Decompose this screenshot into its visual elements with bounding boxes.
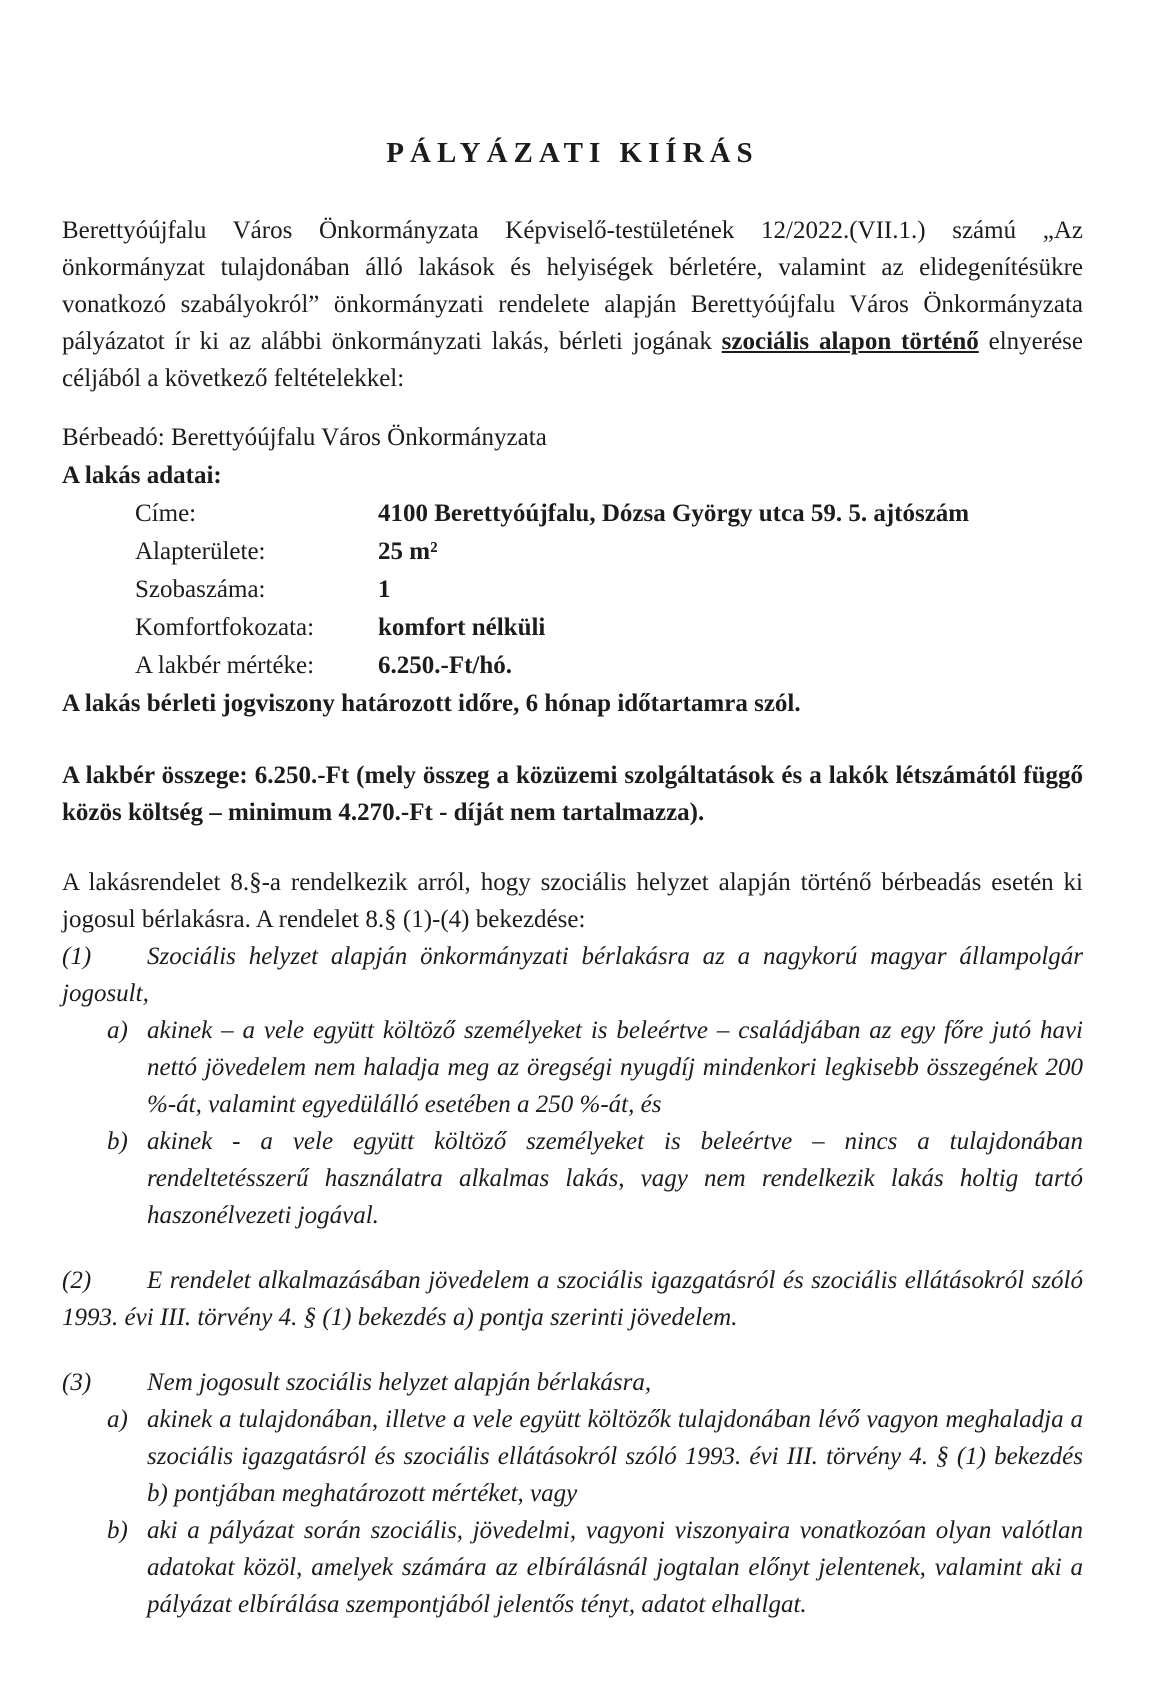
- subclause-letter: a): [107, 1406, 128, 1433]
- clause-2-number: (2): [62, 1267, 92, 1294]
- detail-value: 4100 Berettyóújfalu, Dózsa György utca 59. 5. ajtószám: [378, 500, 970, 527]
- detail-value: 25 m²: [378, 538, 438, 565]
- detail-row-comfort-level: [135, 609, 1083, 647]
- subclause-letter: b): [107, 1517, 128, 1544]
- subclause-text: aki a pályázat során szociális, jövedelmi, vagyoni viszonyaira vonatkozóan olyan valótlan adatokat közöl, amelyek számára az elbírálásnál jogtalan előnyt jelentenek, valamint aki a pályázat elbírálása szempontjából jelentős tényt, adatot elhallgat.: [147, 1517, 1083, 1618]
- detail-value: 1: [378, 576, 391, 603]
- lessor-line: Bérbeadó: Berettyóújfalu Város Önkormányzata: [62, 424, 547, 451]
- clause-2-text: E rendelet alkalmazásában jövedelem a szociális igazgatásról és szociális ellátásokról szóló 1993. évi III. törvény 4. § (1) bekezdés a) pontja szerinti jövedelem.: [62, 1267, 1083, 1331]
- detail-label: Alapterülete:: [135, 538, 266, 565]
- detail-value: 6.250.-Ft/hó.: [378, 652, 513, 679]
- clause-1-number: (1): [62, 943, 92, 970]
- subclause-text: akinek a tulajdonában, illetve a vele együtt költözők tulajdonában lévő vagyon meghaladja a szociális igazgatásról és szociális ellátásokról szóló 1993. évi III. törvény 4. § (1) bekezdés b) pontjában meghatározott mértéket, vagy: [147, 1406, 1083, 1507]
- detail-row-floor-area: [135, 533, 1083, 571]
- document-title: PÁLYÁZATI KIÍRÁS: [386, 137, 759, 169]
- detail-label: Szobaszáma:: [135, 576, 266, 603]
- clause-3-text: Nem jogosult szociális helyzet alapján bérlakásra,: [147, 1369, 652, 1396]
- detail-label: A lakbér mértéke:: [135, 652, 315, 679]
- flat-details-heading: A lakás adatai:: [62, 462, 222, 489]
- intro-emphasis-social-basis: szociális alapon történő: [721, 328, 979, 355]
- subclause-letter: b): [107, 1128, 128, 1155]
- detail-row-rent-amount: [135, 647, 1083, 685]
- clause-1: [62, 938, 1083, 1012]
- tenancy-term-line: A lakás bérleti jogviszony határozott időre, 6 hónap időtartamra szól.: [62, 690, 801, 717]
- intro-text-before: Berettyóújfalu Város Önkormányzata Képviselő-testületének 12/2022.(VII.1.) számú „Az önkormányzat tulajdonában álló lakások és helyiségek bérletére, valamint az elidegenítésükre vonatkozó szabályokról” önkormányzati rendelete alapján Berettyóújfalu Város Önkormányzata pályázatot ír ki az alábbi önkormányzati lakás, bérleti jogának: [62, 217, 1083, 355]
- subclause-letter: a): [107, 1017, 128, 1044]
- clause-1-subclause-b: [107, 1123, 1083, 1234]
- detail-label: Komfortfokozata:: [135, 614, 315, 641]
- clause-1-text: Szociális helyzet alapján önkormányzati bérlakásra az a nagykorú magyar állampolgár jogosult,: [62, 943, 1083, 1007]
- clause-3-subclause-a: [107, 1401, 1083, 1512]
- clause-3: [62, 1364, 1083, 1401]
- clause-3-subclause-b: [107, 1512, 1083, 1623]
- clause-1-subclause-a: [107, 1012, 1083, 1123]
- regulation-intro-paragraph: A lakásrendelet 8.§-a rendelkezik arról, hogy szociális helyzet alapján történő bérbeadás esetén ki jogosul bérlakásra. A rendelet 8.§ (1)-(4) bekezdése:: [62, 869, 1083, 933]
- detail-value: komfort nélküli: [378, 614, 546, 641]
- clause-2: [62, 1262, 1083, 1336]
- clause-3-number: (3): [62, 1369, 92, 1396]
- intro-text-after: elnyerése céljából a következő feltételekkel:: [62, 328, 1084, 392]
- detail-label: Címe:: [135, 500, 197, 527]
- subclause-text: akinek – a vele együtt költöző személyeket is beleértve – családjában az egy főre jutó havi nettó jövedelem nem haladja meg az öregségi nyugdíj mindenkori legkisebb összegének 200 %-át, valamint egyedülálló esetében a 250 %-át, és: [147, 1017, 1083, 1118]
- intro-paragraph: [62, 212, 1083, 397]
- detail-row-address: [135, 495, 1083, 533]
- subclause-text: akinek - a vele együtt költöző személyeket is beleértve – nincs a tulajdonában rendeltetésszerű használatra alkalmas lakás, vagy nem rendelkezik lakás holtig tartó haszonélvezeti jogával.: [147, 1128, 1083, 1229]
- rent-total-paragraph: A lakbér összege: 6.250.-Ft (mely összeg a közüzemi szolgáltatások és a lakók létszámától függő közös költség – minimum 4.270.-Ft - díját nem tartalmazza).: [62, 762, 1083, 826]
- detail-row-room-count: [135, 571, 1083, 609]
